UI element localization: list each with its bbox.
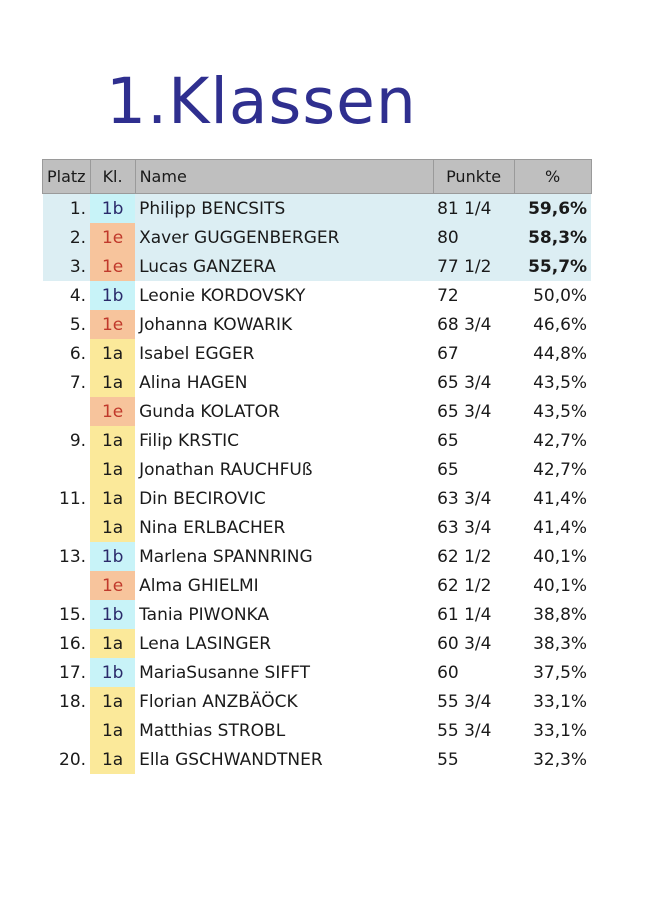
class-cell: 1b (90, 600, 135, 629)
table-row (43, 310, 592, 339)
rank-cell: 20. (59, 749, 87, 770)
rank-cell: 16. (59, 633, 87, 654)
percent-cell: 50,0% (533, 285, 588, 306)
ranking-table (42, 159, 592, 774)
rank-cell: 18. (59, 691, 87, 712)
points-cell: 60 3/4 (437, 633, 492, 654)
table-row (43, 368, 592, 397)
class-cell: 1e (90, 252, 135, 281)
class-cell: 1a (90, 484, 135, 513)
points-cell: 80 (433, 223, 514, 252)
percent-cell: 38,3% (533, 633, 588, 654)
points-cell: 55 3/4 (437, 691, 492, 712)
name-cell: MariaSusanne SIFFT (139, 662, 310, 683)
points-cell: 61 1/4 (437, 604, 492, 625)
name-cell: Lena LASINGER (139, 633, 272, 654)
points-cell: 63 3/4 (437, 488, 492, 509)
points-cell: 60 (437, 662, 459, 683)
points-cell: 65 (437, 430, 459, 451)
class-cell: 1b (90, 658, 135, 687)
points-cell: 68 3/4 (437, 314, 492, 335)
table-row (43, 339, 592, 368)
points-cell: 72 (437, 285, 459, 306)
percent-cell: 33,1% (533, 691, 588, 712)
table-row (43, 281, 592, 310)
rank-cell: 13. (59, 546, 87, 567)
points-cell: 77 1/2 (433, 252, 514, 281)
rank-cell: 11. (59, 488, 87, 509)
table-row (43, 397, 592, 426)
percent-cell: 58,3% (514, 223, 591, 252)
name-cell: Ella GSCHWANDTNER (139, 749, 323, 770)
name-cell: Florian ANZBÄÖCK (139, 691, 298, 712)
table-row (43, 745, 592, 774)
points-cell: 63 3/4 (437, 517, 492, 538)
name-cell: Nina ERLBACHER (139, 517, 286, 538)
percent-cell: 32,3% (533, 749, 588, 770)
name-cell: Marlena SPANNRING (139, 546, 313, 567)
class-cell: 1a (90, 339, 135, 368)
class-cell: 1b (90, 194, 135, 224)
class-cell: 1b (90, 281, 135, 310)
percent-cell: 40,1% (533, 546, 588, 567)
points-cell: 55 (437, 749, 459, 770)
table-row (43, 629, 592, 658)
class-cell: 1a (90, 629, 135, 658)
points-cell: 67 (437, 343, 459, 364)
percent-cell: 42,7% (533, 430, 588, 451)
points-cell: 55 3/4 (437, 720, 492, 741)
table-row (43, 513, 592, 542)
name-cell: Philipp BENCSITS (135, 194, 433, 224)
rank-cell: 7. (69, 372, 87, 393)
name-cell: Leonie KORDOVSKY (139, 285, 306, 306)
percent-cell: 41,4% (533, 488, 588, 509)
percent-cell: 55,7% (514, 252, 591, 281)
rank-cell (43, 397, 91, 426)
rank-cell: 17. (59, 662, 87, 683)
percent-cell: 41,4% (533, 517, 588, 538)
percent-cell: 42,7% (533, 459, 588, 480)
class-cell: 1e (90, 223, 135, 252)
points-cell: 65 3/4 (437, 401, 492, 422)
table-row (43, 252, 592, 281)
name-cell: Din BECIROVIC (139, 488, 266, 509)
points-cell: 81 1/4 (433, 194, 514, 224)
class-cell: 1e (90, 310, 135, 339)
table-row (43, 426, 592, 455)
table-row (43, 600, 592, 629)
points-cell: 65 3/4 (437, 372, 492, 393)
class-cell: 1a (90, 426, 135, 455)
header-name: Name (135, 160, 433, 194)
rank-cell: 1. (43, 194, 91, 224)
table-row (43, 484, 592, 513)
name-cell: Filip KRSTIC (139, 430, 240, 451)
rank-cell: 5. (69, 314, 87, 335)
rank-cell: 6. (69, 343, 87, 364)
table-row (43, 194, 592, 224)
rank-cell: 4. (69, 285, 87, 306)
rank-cell (43, 455, 91, 484)
header-percent: % (514, 160, 591, 194)
percent-cell: 37,5% (533, 662, 588, 683)
header-klasse: Kl. (90, 160, 135, 194)
table-row (43, 542, 592, 571)
rank-cell (43, 571, 91, 600)
name-cell: Jonathan RAUCHFUß (139, 459, 313, 480)
class-cell: 1a (90, 455, 135, 484)
percent-cell: 40,1% (533, 575, 588, 596)
class-cell: 1a (90, 745, 135, 774)
table-row (43, 571, 592, 600)
rank-cell: 15. (59, 604, 87, 625)
name-cell: Alina HAGEN (139, 372, 248, 393)
table-row (43, 687, 592, 716)
rank-cell: 2. (43, 223, 91, 252)
name-cell: Alma GHIELMI (139, 575, 259, 596)
rank-cell: 9. (69, 430, 87, 451)
rank-cell (43, 716, 91, 745)
table-row (43, 658, 592, 687)
percent-cell: 46,6% (533, 314, 588, 335)
name-cell: Isabel EGGER (139, 343, 255, 364)
name-cell: Johanna KOWARIK (139, 314, 293, 335)
points-cell: 62 1/2 (437, 575, 492, 596)
rank-cell: 3. (43, 252, 91, 281)
header-platz: Platz (43, 160, 91, 194)
percent-cell: 43,5% (533, 401, 588, 422)
class-cell: 1e (90, 397, 135, 426)
header-punkte: Punkte (433, 160, 514, 194)
table-row (43, 716, 592, 745)
percent-cell: 38,8% (533, 604, 588, 625)
class-cell: 1a (90, 687, 135, 716)
percent-cell: 43,5% (533, 372, 588, 393)
page-title: 1.Klassen (106, 65, 417, 138)
name-cell: Tania PIWONKA (139, 604, 270, 625)
table-header-row (43, 160, 592, 194)
class-cell: 1a (90, 716, 135, 745)
table-row (43, 455, 592, 484)
name-cell: Lucas GANZERA (135, 252, 433, 281)
class-cell: 1a (90, 368, 135, 397)
percent-cell: 33,1% (533, 720, 588, 741)
points-cell: 62 1/2 (437, 546, 492, 567)
name-cell: Gunda KOLATOR (139, 401, 280, 422)
percent-cell: 59,6% (514, 194, 591, 224)
class-cell: 1b (90, 542, 135, 571)
percent-cell: 44,8% (533, 343, 588, 364)
name-cell: Xaver GUGGENBERGER (135, 223, 433, 252)
name-cell: Matthias STROBL (139, 720, 286, 741)
class-cell: 1a (90, 513, 135, 542)
class-cell: 1e (90, 571, 135, 600)
rank-cell (43, 513, 91, 542)
table-row (43, 223, 592, 252)
points-cell: 65 (437, 459, 459, 480)
